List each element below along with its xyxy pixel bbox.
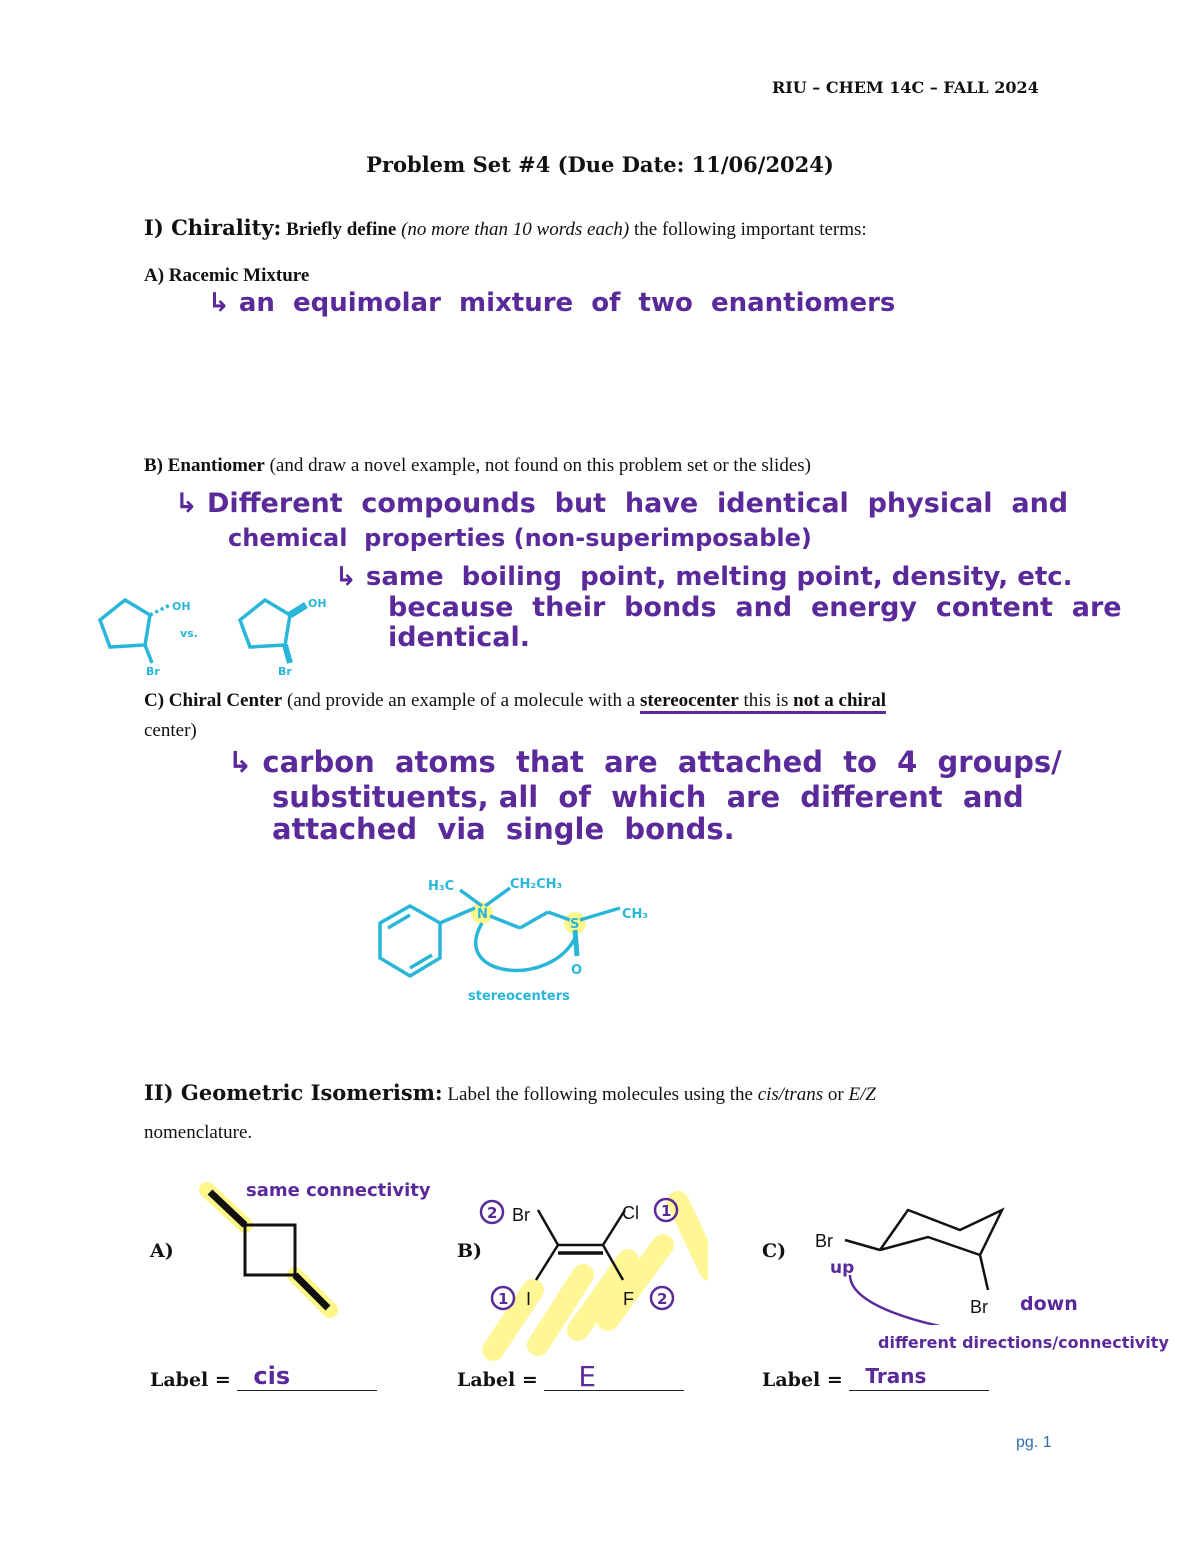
section1-heading: I) Chirality: xyxy=(144,215,282,240)
section2-instructions xyxy=(144,1080,876,1106)
enantiomer-prompt: (and draw a novel example, not found on this problem set or the slides) xyxy=(269,455,811,476)
instr2-pre: Label the following molecules using the xyxy=(447,1084,753,1105)
n-label: N xyxy=(477,907,488,922)
different-directions-note: different directions/connectivity xyxy=(878,1333,1169,1352)
i-atom: I xyxy=(526,1289,532,1309)
part-b-tag: B) xyxy=(457,1240,483,1262)
enantiomer-answer-2: chemical properties (non-superimposable) xyxy=(228,524,812,552)
enantiomer-label: B) Enantiomer xyxy=(144,455,265,476)
chiral-prompt-end: center) xyxy=(144,720,197,741)
br-atom-c2: Br xyxy=(970,1297,988,1317)
label-b-blank xyxy=(544,1360,684,1393)
part-c-tag: C) xyxy=(762,1240,787,1262)
label-b-row xyxy=(457,1360,684,1393)
oh-label-1: OH xyxy=(172,600,191,613)
instr2-or: or xyxy=(827,1084,844,1105)
ch2ch3-label: CH₂CH₃ xyxy=(510,877,563,892)
label-a-row xyxy=(150,1362,377,1391)
br-atom: Br xyxy=(512,1205,530,1225)
instr2-ital1: cis/trans xyxy=(757,1084,824,1105)
chiral-prompt-mid: this is xyxy=(743,690,789,711)
instr-italic: (no more than 10 words each) xyxy=(401,219,630,240)
enantiomer-answer-1: ↳ Different compounds but have identical physical and xyxy=(175,488,1069,519)
priority-f: 2 xyxy=(657,1290,668,1308)
label-b-answer: E xyxy=(578,1360,597,1393)
stereocenters-label: stereocenters xyxy=(468,989,570,1004)
cl-atom: Cl xyxy=(622,1203,639,1223)
o-label: O xyxy=(571,963,583,978)
chiral-question-line1 xyxy=(144,690,886,712)
label-c-row xyxy=(762,1364,989,1391)
cyclobutane-drawing xyxy=(195,1180,345,1320)
chiral-answer-1: ↳ carbon atoms that are attached to 4 groups/ xyxy=(228,745,1062,779)
label-a-blank xyxy=(237,1362,377,1391)
page-title: Problem Set #4 (Due Date: 11/06/2024) xyxy=(366,152,834,177)
enantiomer-question xyxy=(144,455,811,477)
up-note: up xyxy=(830,1258,855,1278)
stereocenter-molecule xyxy=(370,868,670,1008)
s-label: S xyxy=(570,917,580,932)
h3c-label: H₃C xyxy=(428,879,455,894)
instr-rest: the following important terms: xyxy=(634,219,867,240)
course-header: RIU – CHEM 14C – FALL 2024 xyxy=(772,78,1039,97)
part-a-tag: A) xyxy=(150,1240,174,1262)
page-number: pg. 1 xyxy=(1016,1434,1052,1451)
br-label-2: Br xyxy=(278,665,292,678)
alkene-drawing xyxy=(478,1190,708,1365)
racemic-label: A) Racemic Mixture xyxy=(144,265,310,286)
chiral-label: C) Chiral Center xyxy=(144,690,283,711)
chiral-prompt-bold1: stereocenter xyxy=(639,690,739,711)
instr-bold: Briefly define xyxy=(286,219,397,240)
instr2-ital2: E/Z xyxy=(848,1084,876,1105)
br-atom-c1: Br xyxy=(815,1231,833,1251)
label-c-answer: Trans xyxy=(865,1364,927,1388)
chiral-answer-3: attached via single bonds. xyxy=(272,812,735,846)
enantiomer-drawing xyxy=(80,585,340,680)
chiral-prompt-bold2: not a chiral xyxy=(793,690,887,711)
vs-label: vs. xyxy=(180,627,198,640)
section1-instructions xyxy=(144,215,867,241)
enantiomer-answer-3: ↳ same boiling point, melting point, density, etc. xyxy=(335,562,1073,592)
down-note: down xyxy=(1020,1293,1078,1315)
same-connectivity-note: same connectivity xyxy=(246,1180,431,1201)
priority-cl: 1 xyxy=(661,1202,672,1220)
br-label-1: Br xyxy=(146,665,160,678)
ch3-label: CH₃ xyxy=(622,907,649,922)
label-c-blank xyxy=(849,1364,989,1391)
instr2-line2: nomenclature. xyxy=(144,1122,253,1143)
enantiomer-answer-4: because their bonds and energy content are xyxy=(388,592,1122,623)
f-atom: F xyxy=(623,1289,634,1309)
label-a-answer: cis xyxy=(253,1362,291,1390)
oh-label-2: OH xyxy=(308,597,327,610)
enantiomer-answer-5: identical. xyxy=(388,622,531,653)
label-a-text: Label = xyxy=(150,1369,231,1391)
racemic-answer: ↳ an equimolar mixture of two enantiomers xyxy=(208,288,896,318)
section2-heading: II) Geometric Isomerism: xyxy=(144,1080,443,1105)
chiral-prompt-pre: (and provide an example of a molecule with a xyxy=(287,690,636,711)
priority-br: 2 xyxy=(487,1204,498,1222)
label-c-text: Label = xyxy=(762,1369,843,1391)
chiral-answer-2: substituents, all of which are different and xyxy=(272,780,1024,814)
label-b-text: Label = xyxy=(457,1369,538,1391)
priority-i: 1 xyxy=(498,1290,509,1308)
